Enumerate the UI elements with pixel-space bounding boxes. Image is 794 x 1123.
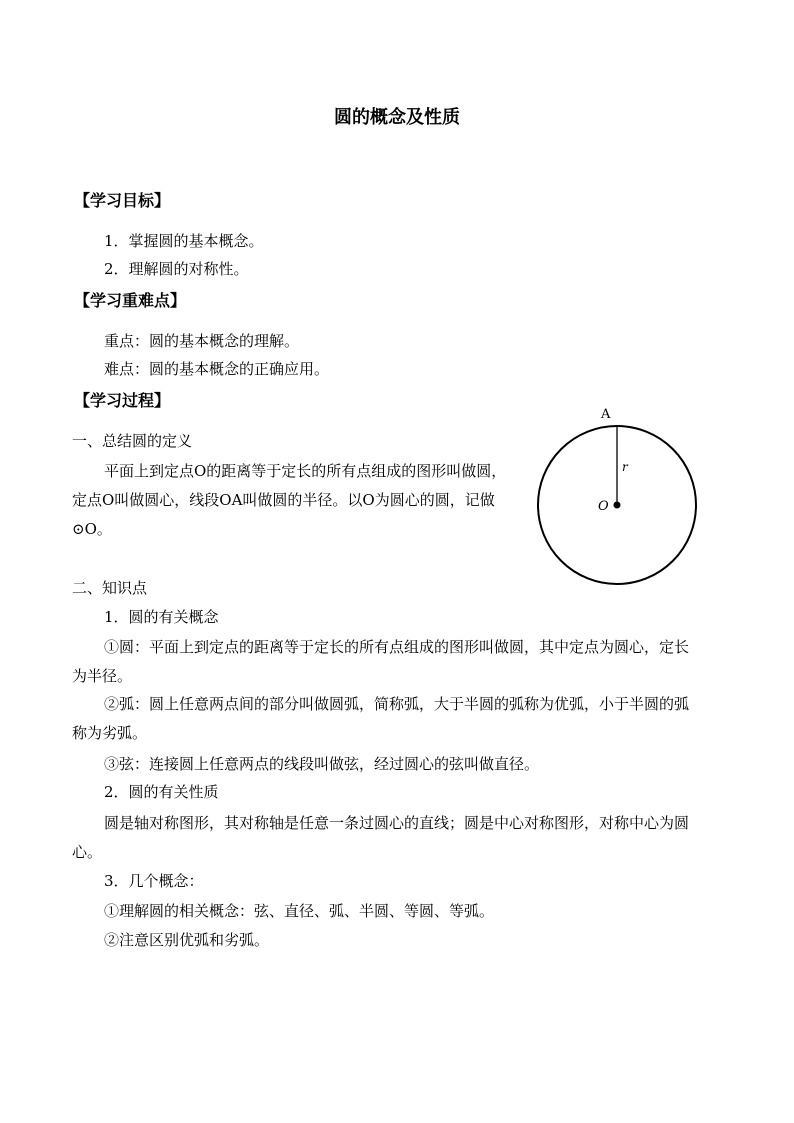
radius-label: r: [622, 460, 628, 474]
property-line: 心。: [72, 843, 103, 861]
center-label: O: [598, 499, 609, 514]
key-point-item: 重点：圆的基本概念的理解。: [104, 332, 300, 350]
definition-line: 定点O叫做圆心，线段OA叫做圆的半径。以O为圆心的圆，记做: [72, 491, 495, 509]
note-line: ①理解圆的相关概念：弦、直径、弧、半圆、等圆、等弧。: [104, 902, 495, 920]
concept-line: ①圆：平面上到定点的距离等于定长的所有点组成的图形叫做圆，其中定点为圆心，定长: [104, 638, 690, 656]
definition-line: 平面上到定点O的距离等于定长的所有点组成的图形叫做圆，: [104, 462, 507, 480]
point-a-label: A: [601, 407, 611, 422]
key-point-item: 难点：圆的基本概念的正确应用。: [104, 360, 330, 378]
circle-diagram: [530, 398, 710, 593]
note-line: ②注意区别优弧和劣弧。: [104, 931, 270, 949]
document-title: 圆的概念及性质: [334, 107, 460, 128]
goal-item: 1．掌握圆的基本概念。: [104, 232, 264, 250]
definition-line: ⊙O。: [72, 520, 112, 538]
section-heading-key-points: 【学习重难点】: [74, 291, 187, 310]
concept-line: ③弦：连接圆上任意两点的线段叫做弦，经过圆心的弦叫做直径。: [104, 755, 540, 773]
section-heading-goals: 【学习目标】: [74, 191, 171, 210]
property-line: 圆是轴对称图形，其对称轴是任意一条过圆心的直线；圆是中心对称图形，对称中心为圆: [104, 814, 690, 832]
sub-heading: 1．圆的有关概念: [104, 608, 219, 626]
concept-line: 称为劣弧。: [72, 724, 148, 742]
part1-heading: 一、总结圆的定义: [72, 432, 193, 450]
concept-line: 为半径。: [72, 667, 133, 685]
concept-line: ②弧：圆上任意两点间的部分叫做圆弧，简称弧，大于半圆的弧称为优弧，小于半圆的弧: [104, 695, 690, 713]
section-heading-process: 【学习过程】: [74, 391, 171, 410]
circle-figure: [530, 398, 710, 593]
center-point: [614, 502, 621, 509]
sub-heading: 2．圆的有关性质: [104, 783, 219, 801]
part2-heading: 二、知识点: [72, 579, 148, 597]
sub-heading: 3．几个概念：: [104, 872, 204, 890]
goal-item: 2．理解圆的对称性。: [104, 260, 249, 278]
